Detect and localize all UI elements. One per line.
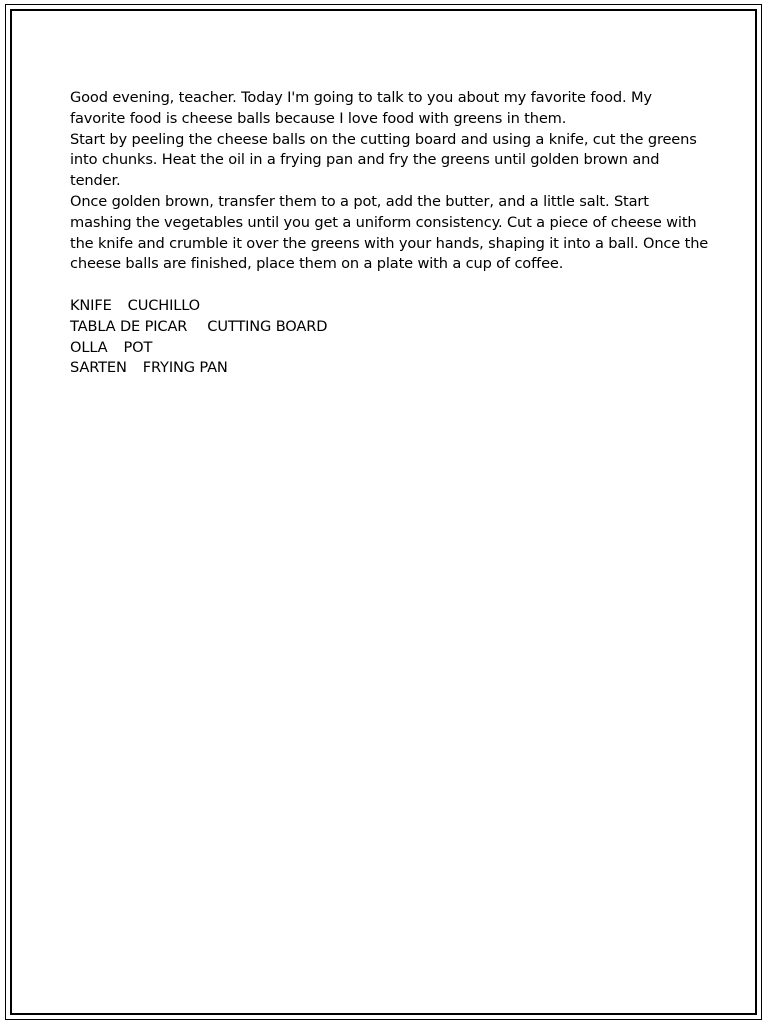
vocabulary-item [70, 338, 710, 359]
vocabulary-translation: FRYING PAN [142, 359, 228, 377]
vocabulary-term: KNIFE [70, 296, 112, 314]
vocabulary-item [70, 358, 710, 379]
vocabulary-translation: CUTTING BOARD [207, 317, 328, 335]
vocabulary-term: TABLA DE PICAR [70, 317, 188, 335]
vocabulary-term: SARTEN [70, 359, 127, 377]
vocabulary-term: OLLA [70, 338, 108, 356]
vocabulary-translation: CUCHILLO [127, 296, 201, 314]
blank-line [70, 275, 710, 296]
vocabulary-translation: POT [123, 338, 153, 356]
paragraph-intro: Good evening, teacher. Today I'm going to talk to you about my favorite food. My favorite food is cheese balls because I love food with greens in them. [70, 89, 652, 127]
paragraph-steps-1: Start by peeling the cheese balls on the cutting board and using a knife, cut the greens into chunks. Heat the oil in a frying pan and fry the greens until golden brown and tender. [70, 130, 697, 190]
vocabulary-item [70, 296, 710, 317]
vocabulary-list [70, 296, 710, 379]
paragraph-steps-2: Once golden brown, transfer them to a pot, add the butter, and a little salt. Start mashing the vegetables until you get a uniform consistency. Cut a piece of cheese with the knife and crumble it over the greens with your hands, shaping it into a ball. Once the cheese balls are finished, place them on a plate with a cup of coffee. [70, 192, 709, 273]
document-body [70, 88, 710, 379]
vocabulary-item [70, 317, 710, 338]
